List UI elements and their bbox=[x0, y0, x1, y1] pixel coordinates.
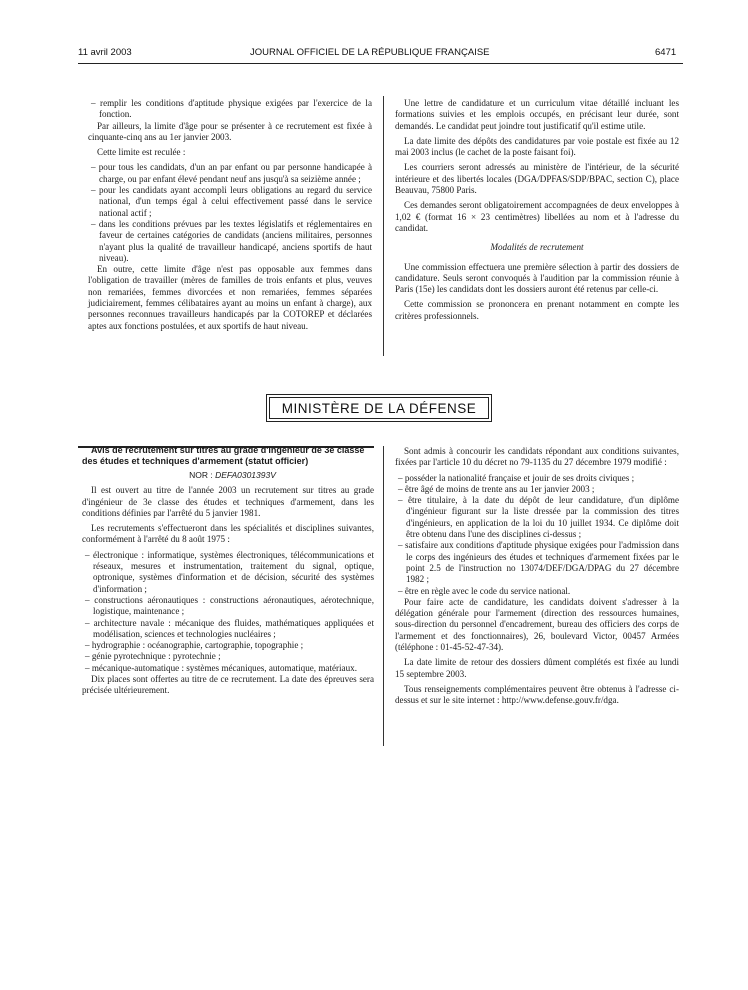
header-date: 11 avril 2003 bbox=[78, 47, 132, 58]
ministry-heading-box bbox=[266, 394, 492, 422]
section-heading: Modalités de recrutement bbox=[490, 242, 584, 253]
lower-left-column bbox=[82, 445, 374, 701]
list-item: – génie pyrotechnique : pyrotechnie ; bbox=[85, 651, 221, 662]
list-item: – pour les candidats ayant accompli leurs obligations au regard du service national, d'un temps égal à celui effectivement passé dans le service national actif ; bbox=[91, 185, 372, 218]
list-item: – satisfaire aux conditions d'aptitude physique exigées pour l'admission dans le corps des ingénieurs des études et techniques d'armement fixées par le point 2.5 de l'instruction no 13074/DEF/DGA/DPAG du 27 décembre 1982 ; bbox=[398, 540, 679, 585]
paragraph: Pour faire acte de candidature, les candidats doivent s'adresser à la délégation générale pour l'armement (direction des ressources humaines, sous-direction du personnel d'encadrement, bureau des officiers des corps de l'armement et des fonctionnaires), 26, boulevard Victor, 00457 Armées (téléphone : 01-45-52-47-34). bbox=[395, 596, 679, 653]
paragraph: Cette commission se prononcera en prenant notamment en compte les critères professionnels. bbox=[395, 299, 679, 321]
header-journal-title: JOURNAL OFFICIEL DE LA RÉPUBLIQUE FRANÇAISE bbox=[250, 47, 490, 58]
list-item: – constructions aéronautiques : constructions aéronautiques, aérotechnique, logistique, maintenance ; bbox=[85, 594, 374, 617]
paragraph: Par ailleurs, la limite d'âge pour se présenter à ce recrutement est fixée à cinquante-cinq ans au 1er janvier 2003. bbox=[88, 120, 372, 142]
paragraph: Cette limite est reculée : bbox=[97, 147, 186, 158]
header-rule bbox=[78, 63, 683, 64]
list-item: – architecture navale : mécanique des fluides, mathématiques appliquées et modélisation, sciences et technologies nucléaires ; bbox=[85, 617, 374, 639]
list-item: – mécanique-automatique : systèmes mécaniques, automatique, matériaux. bbox=[85, 662, 357, 673]
notice-title: Avis de recrutement sur titres au grade d'ingénieur de 3e classe des études et techniques d'armement (statut officier) bbox=[82, 445, 365, 466]
upper-left-column bbox=[88, 98, 372, 336]
list-item: – être âgé de moins de trente ans au 1er janvier 2003 ; bbox=[398, 483, 595, 494]
nor-code: DEFA0301393V bbox=[215, 470, 276, 480]
list-item: – remplir les conditions d'aptitude physique exigées par l'exercice de la fonction. bbox=[91, 98, 372, 120]
paragraph: En outre, cette limite d'âge n'est pas opposable aux femmes dans l'obligation de travailler (mères de familles de trois enfants et plus, veuves non remariées, femmes divorcées et non remariées, femmes séparées judiciairement, femmes célibataires ayant au moins un enfant à charge), aux personnes reconnues travailleurs handicapés par la COTOREP et déclarées aptes aux fonctions postulées, et aux sportifs de haut niveau. bbox=[88, 264, 372, 331]
paragraph: Une commission effectuera une première sélection à partir des dossiers de candidature. Seuls seront convoqués à l'audition par la commission réunie à Paris (15e) les candidats dont les dossiers auront été retenus par celle-ci. bbox=[395, 261, 679, 295]
paragraph: Sont admis à concourir les candidats répondant aux conditions suivantes, fixées par l'article 10 du décret no 79-1135 du 27 décembre 1979 modifié : bbox=[395, 446, 679, 468]
lower-left-body bbox=[82, 485, 374, 696]
column-divider-lower bbox=[383, 446, 384, 746]
paragraph: Dix places sont offertes au titre de ce recrutement. La date des épreuves sera précisée ultérieurement. bbox=[82, 674, 374, 696]
list-item: – posséder la nationalité française et jouir de ses droits civiques ; bbox=[398, 472, 635, 483]
column-divider-upper bbox=[383, 96, 384, 356]
list-item: – être en règle avec le code du service national. bbox=[398, 585, 571, 596]
paragraph: Les courriers seront adressés au ministère de l'intérieur, de la sécurité intérieure et des libertés locales (DGA/DPFAS/SDP/BPAC, section C), place Beauvau, 75800 Paris. bbox=[395, 162, 679, 196]
list-item: – dans les conditions prévues par les textes législatifs et réglementaires en faveur de certaines catégories de candidats (anciens militaires, personnes n'ayant plus la qualité de travailleur handicapé, anciens sportifs de haut niveau). bbox=[91, 218, 372, 263]
nor-reference bbox=[82, 470, 374, 481]
paragraph: Tous renseignements complémentaires peuvent être obtenus à l'adresse ci-dessus et sur le site internet : http://www.defense.gouv.fr/dga. bbox=[395, 683, 679, 706]
paragraph: Il est ouvert au titre de l'année 2003 un recrutement sur titres au grade d'ingénieur de 3e classe des études et techniques d'armement, dans les conditions définies par l'arrêté du 5 janvier 1981. bbox=[82, 485, 374, 518]
upper-right-column bbox=[395, 98, 679, 326]
nor-label: NOR : bbox=[189, 470, 216, 480]
list-item: – hydrographie : océanographie, cartographie, topographie ; bbox=[85, 640, 304, 651]
list-item: – être titulaire, à la date du dépôt de leur candidature, d'un diplôme d'ingénieur figurant sur la liste dressée par la commission des titres d'ingénieurs, en application de la loi du 10 juillet 1934. Ce diplôme doit être obtenu dans l'une des disciplines ci-dessus ; bbox=[398, 495, 679, 540]
paragraph: Ces demandes seront obligatoirement accompagnées de deux enveloppes à 1,02 € (format 16 × 23 centimètres) libellées au nom et à l'adresse du candidat. bbox=[395, 200, 679, 233]
paragraph: Les recrutements s'effectueront dans les spécialités et disciplines suivantes, conformément à l'arrêté du 8 août 1975 : bbox=[82, 523, 374, 545]
lower-right-column bbox=[395, 446, 679, 711]
header-page-number: 6471 bbox=[655, 47, 677, 58]
paragraph: La date limite de retour des dossiers dûment complétés est fixée au lundi 15 septembre 2003. bbox=[395, 657, 679, 679]
ministry-title: MINISTÈRE DE LA DÉFENSE bbox=[281, 400, 477, 416]
list-item: – électronique : informatique, systèmes électroniques, télécommunications et réseaux, mesures et instrumentation, traitement du signal, optique, optronique, systèmes d'information et de décision, sécurité des systèmes d'information ; bbox=[85, 549, 374, 594]
list-item: – pour tous les candidats, d'un an par enfant ou par personne handicapée à charge, ou par enfant élevé pendant neuf ans jusqu'à sa seizième année ; bbox=[91, 162, 372, 184]
paragraph: Une lettre de candidature et un curriculum vitae détaillé incluant les formations suivies et les emplois occupés, en précisant leur durée, sont demandés. Le candidat peut joindre tout justificatif qu'il estime utile. bbox=[395, 98, 679, 131]
paragraph: La date limite des dépôts des candidatures par voie postale est fixée au 12 mai 2003 inclus (le cachet de la poste faisant foi). bbox=[395, 135, 679, 158]
